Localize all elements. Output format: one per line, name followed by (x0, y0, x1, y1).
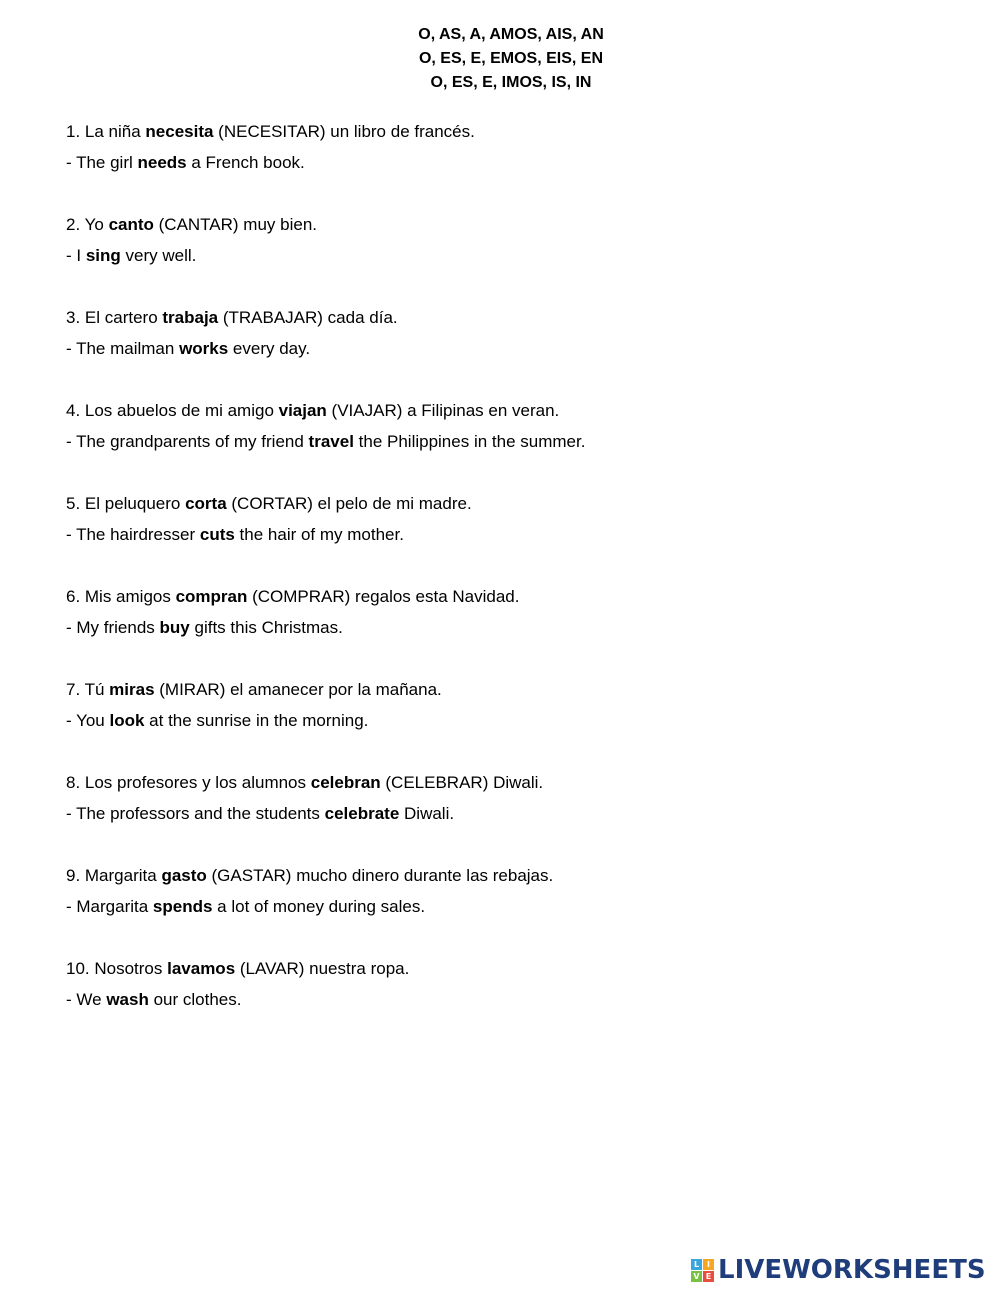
spanish-sentence: 1. La niña necesita (NECESITAR) un libro de francés. (66, 122, 475, 141)
logo-tile-e: E (703, 1271, 714, 1282)
liveworksheets-logo-icon (691, 1259, 714, 1282)
translated-verb: travel (308, 432, 354, 451)
exercise-item-2 (66, 209, 946, 302)
ir-endings-line: O, ES, E, IMOS, IS, IN (430, 74, 592, 91)
answer-verb: lavamos (167, 959, 236, 978)
answer-verb: necesita (145, 122, 214, 141)
translated-verb: look (109, 711, 145, 730)
answer-verb: corta (185, 494, 227, 513)
translated-verb: works (179, 339, 229, 358)
ar-endings-line: O, AS, A, AMOS, AIS, AN (418, 26, 604, 43)
english-translation: - We wash our clothes. (66, 990, 242, 1009)
exercise-item-6 (66, 581, 946, 674)
english-translation: - I sing very well. (66, 246, 197, 265)
spanish-sentence: 8. Los profesores y los alumnos celebran (CELEBRAR) Diwali. (66, 773, 544, 792)
english-translation: - The grandparents of my friend travel the Philippines in the summer. (66, 432, 586, 451)
english-translation: - Margarita spends a lot of money during sales. (66, 897, 426, 916)
conjugation-endings-header (0, 23, 1000, 95)
english-translation: - The hairdresser cuts the hair of my mother. (66, 525, 404, 544)
er-endings-line: O, ES, E, EMOS, EIS, EN (418, 50, 604, 67)
spanish-sentence: 5. El peluquero corta (CORTAR) el pelo de mi madre. (66, 494, 472, 513)
logo-tile-v: V (691, 1271, 702, 1282)
english-translation: - You look at the sunrise in the morning. (66, 711, 369, 730)
spanish-sentence: 6. Mis amigos compran (COMPRAR) regalos esta Navidad. (66, 587, 520, 606)
translated-verb: wash (106, 990, 149, 1009)
logo-tile-i: I (703, 1259, 714, 1270)
translated-verb: needs (137, 153, 187, 172)
english-translation: - My friends buy gifts this Christmas. (66, 618, 343, 637)
exercise-item-5 (66, 488, 946, 581)
exercise-item-1 (66, 116, 946, 209)
spanish-sentence: 2. Yo canto (CANTAR) muy bien. (66, 215, 318, 234)
translated-verb: cuts (199, 525, 235, 544)
exercise-item-7 (66, 674, 946, 767)
spanish-sentence: 3. El cartero trabaja (TRABAJAR) cada día. (66, 308, 398, 327)
logo-tile-l: L (691, 1259, 702, 1270)
answer-verb: trabaja (162, 308, 219, 327)
spanish-sentence: 9. Margarita gasto (GASTAR) mucho dinero durante las rebajas. (66, 866, 554, 885)
translated-verb: sing (85, 246, 121, 265)
translated-verb: buy (159, 618, 190, 637)
exercise-item-9 (66, 860, 946, 953)
answer-verb: celebran (310, 773, 381, 792)
liveworksheets-logo (691, 1254, 986, 1286)
exercise-item-8 (66, 767, 946, 860)
answer-verb: compran (175, 587, 248, 606)
answer-verb: canto (108, 215, 154, 234)
translated-verb: celebrate (324, 804, 400, 823)
answer-verb: viajan (278, 401, 327, 420)
translated-verb: spends (152, 897, 213, 916)
english-translation: - The girl needs a French book. (66, 153, 305, 172)
exercise-list (66, 116, 946, 1046)
exercise-item-3 (66, 302, 946, 395)
english-translation: - The professors and the students celebrate Diwali. (66, 804, 455, 823)
liveworksheets-wordmark: LIVEWORKSHEETS (718, 1255, 986, 1285)
answer-verb: gasto (161, 866, 207, 885)
exercise-item-10 (66, 953, 946, 1046)
spanish-sentence: 4. Los abuelos de mi amigo viajan (VIAJAR) a Filipinas en veran. (66, 401, 560, 420)
answer-verb: miras (109, 680, 155, 699)
spanish-sentence: 10. Nosotros lavamos (LAVAR) nuestra ropa. (66, 959, 410, 978)
exercise-item-4 (66, 395, 946, 488)
english-translation: - The mailman works every day. (66, 339, 311, 358)
spanish-sentence: 7. Tú miras (MIRAR) el amanecer por la mañana. (66, 680, 442, 699)
